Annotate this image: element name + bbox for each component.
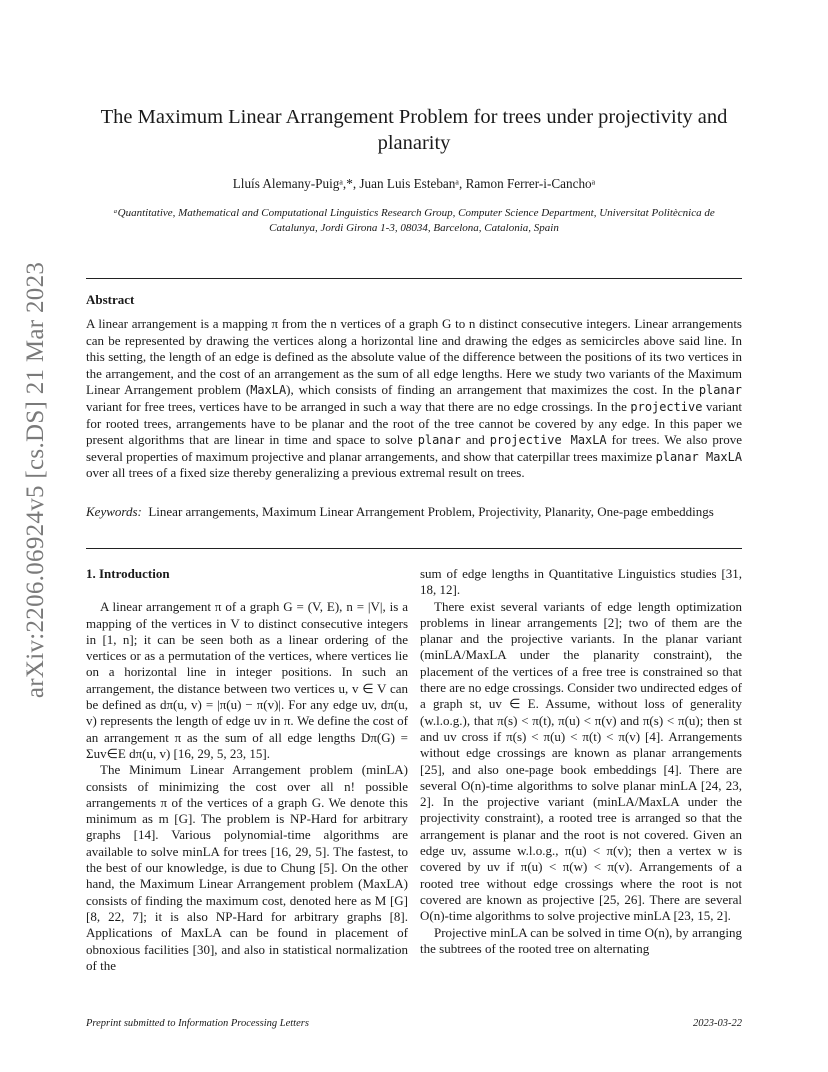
abstract-text: A linear arrangement is a mapping π from the n vertices of a graph G to n distinct consecutive integers. Linear arrangements can be represented by drawing the vertices along a horizontal line and drawing the edges as semicircles above said line. In this setting, the length of an edge is defined as the absolute value of the difference between the positions of its two vertices in the arrangement, and the cost of an arrangement as the sum of all edge lengths. Here we study two variants of the Maximum Linear Arrangement problem ( [86,316,742,398]
arxiv-stamp [18,261,54,699]
abstract-text: and [460,432,490,448]
abstract-heading: Abstract [86,292,135,307]
code-term: planar [698,383,742,398]
abstract-body [86,316,742,482]
code-term: projective MaxLA [489,433,607,448]
section-heading: 1. Introduction [86,566,170,581]
paragraph: The Minimum Linear Arrangement problem (minLA) consists of minimizing the cost over all n! possible arrangements π of the vertices of a graph G. We denote this minimum as m [G]. The problem is NP-Hard for arbitrary graphs [14]. Various polynomial-time algorithms are available to solve minLA for trees [16, 29, 5]. The fastest, to the best of our knowledge, is due to Chung [5]. On the other hand, the Maximum Linear Arrangement problem (MaxLA) consists of finding the maximum cost, denoted here as M [G] [8, 22, 7]; it is also NP-Hard for arbitrary graphs [8]. Applications of MaxLA can be found in placement of obnoxious facilities [30], and also in statistical normalization of the [86,762,408,973]
abstract-text: variant for rooted trees, arrangements have to be planar and the root of the tree cannot be covered by any edge. In this paper we present algorithms that are linear in time and space to solve [86,398,742,448]
abstract-text: ), which consists of finding an arrangement that maximizes the cost. In the [286,382,699,398]
arxiv-stamp-text: arXiv:2206.06924v5 [cs.DS] 21 Mar 2023 [22,261,49,699]
top-rule [86,278,742,279]
paper-title: The Maximum Linear Arrangement Problem for trees under projectivity and planarity [100,106,728,154]
keywords [86,504,742,521]
code-term: planar [417,433,461,448]
footer-journal: Preprint submitted to Information Processing Letters [86,1018,309,1029]
abstract-text: for trees. We also prove several properties of maximum projective and planar arrangements, and show that caterpillar trees maximize [86,432,742,464]
code-term: projective [630,399,703,414]
abstract-text: over all trees of a fixed size thereby generalizing a previous extremal result on trees. [86,465,525,481]
right-column [420,566,742,957]
paragraph: Projective minLA can be solved in time O(n), by arranging the subtrees of the rooted tree on alternating [420,924,742,956]
code-term: MaxLA [250,383,287,398]
left-column [86,566,408,974]
paragraph: sum of edge lengths in Quantitative Linguistics studies [31, 18, 12]. [420,566,742,598]
bottom-rule [86,548,742,549]
affiliation: ᵃQuantitative, Mathematical and Computational Linguistics Research Group, Computer Science Department, Universitat Politècnica de Catalunya, Jordi Girona 1-3, 08034, Barcelona, Catalonia, Spain [113,207,715,234]
abstract-text: variant for free trees, vertices have to be arranged in such a way that there are no edge crossings. In the [86,398,631,414]
footer-date: 2023-03-22 [693,1018,742,1029]
keywords-text: Linear arrangements, Maximum Linear Arrangement Problem, Projectivity, Planarity, One-page embeddings [148,504,714,519]
keywords-label: Keywords: [86,504,142,519]
paragraph: There exist several variants of edge length optimization problems in linear arrangements [2]; two of them are the planar and the projective variants. In the planar variant (minLA/MaxLA under the planarity constraint), the placement of the vertices of a free tree is constrained so that there are no edge crossings. Consider two undirected edges of a graph st, uv ∈ E. Assume, without loss of generality (w.l.o.g.), that π(s) < π(t), π(u) < π(v) and π(s) < π(u); then st and uv cross if π(s) < π(u) < π(t) < π(v) [4]. Arrangements without edge crossings are known as planar arrangements [25], and also one-page book embeddings [4]. There are several O(n)-time algorithms to solve planar minLA [24, 23, 2]. In the projective variant (minLA/MaxLA under the projectivity constraint), a rooted tree is arranged so that the arrangement is planar and the root is not covered. Given an edge uv, assume w.l.o.g., π(u) < π(v); then a vertex w is covered by uv if π(u) < π(w) < π(v). Arrangements of a rooted tree without edge crossings where the root is not covered are known as projective [25, 26]. There are several O(n)-time algorithms to solve projective minLA [23, 15, 2]. [420,598,743,924]
author-list: Lluís Alemany-Puigᵃ,*, Juan Luis Estebanᵃ, Ramon Ferrer-i-Canchoᵃ [232,176,596,191]
paragraph: A linear arrangement π of a graph G = (V, E), n = |V|, is a mapping of the vertices in V to distinct consecutive integers in [1, n]; it can be seen both as a linear ordering of the vertices or as a permutation of the vertices, where vertices lie on a horizontal line in integer positions. In such an arrangement, the distance between two vertices u, v ∈ V can be defined as dπ(u, v) = |π(u) − π(v)|. For any edge uv, dπ(u, v) represents the length of edge uv in π. We define the cost of an arrangement π as the sum of all edge lengths Dπ(G) = Σuv∈E dπ(u, v) [16, 29, 5, 23, 15]. [86,599,408,761]
code-term: planar MaxLA [655,449,743,464]
